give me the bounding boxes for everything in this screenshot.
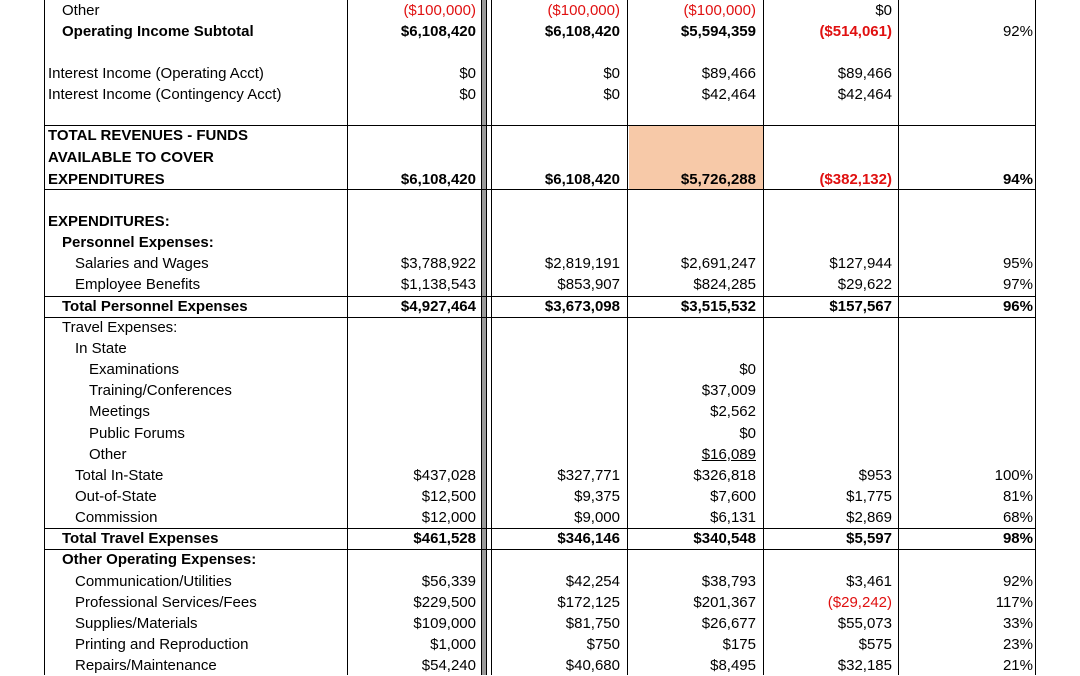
value-cell: $81,750 [565, 615, 620, 632]
row-label: Interest Income (Operating Acct) [48, 65, 264, 82]
value-cell: $6,108,420 [544, 23, 620, 40]
table-row [0, 592, 1080, 613]
section-heading: Other Operating Expenses: [62, 551, 257, 568]
row-label: Supplies/Materials [75, 615, 198, 632]
value-cell: $1,138,543 [400, 276, 476, 293]
value-cell: $16,089 [701, 446, 756, 463]
value-cell: $326,818 [693, 467, 756, 484]
percent-cell: 21% [1002, 657, 1033, 674]
table-row [0, 125, 1080, 146]
row-label: Training/Conferences [89, 382, 232, 399]
value-cell: ($100,000) [403, 2, 476, 19]
table-row [0, 401, 1080, 422]
table-row [0, 296, 1080, 317]
table-row [0, 528, 1080, 549]
value-cell: $40,680 [565, 657, 620, 674]
percent-cell: 97% [1002, 276, 1033, 293]
table-row [0, 359, 1080, 380]
percent-cell: 68% [1002, 509, 1033, 526]
value-cell: $4,927,464 [400, 298, 476, 315]
percent-cell: 81% [1002, 488, 1033, 505]
row-label: Professional Services/Fees [75, 594, 257, 611]
value-cell: $6,108,420 [544, 171, 620, 188]
table-row [0, 549, 1080, 570]
row-label: Operating Income Subtotal [62, 23, 254, 40]
value-cell: $824,285 [693, 276, 756, 293]
value-cell: $750 [586, 636, 620, 653]
value-cell: $89,466 [837, 65, 892, 82]
row-label: AVAILABLE TO COVER [48, 149, 214, 166]
value-cell: $8,495 [710, 657, 756, 674]
row-label: Other [62, 2, 100, 19]
value-cell: $0 [739, 425, 756, 442]
table-row [0, 317, 1080, 338]
table-row [0, 84, 1080, 105]
value-cell: $55,073 [837, 615, 892, 632]
percent-cell: 94% [1002, 171, 1033, 188]
value-cell: $1,775 [846, 488, 892, 505]
value-cell: $54,240 [421, 657, 476, 674]
value-cell: ($100,000) [683, 2, 756, 19]
row-label: Total Personnel Expenses [62, 298, 248, 315]
value-cell: $3,788,922 [400, 255, 476, 272]
value-cell: $6,108,420 [400, 23, 476, 40]
value-cell: $1,000 [430, 636, 476, 653]
value-cell: $127,944 [829, 255, 892, 272]
value-cell: $953 [858, 467, 892, 484]
value-cell: $229,500 [413, 594, 476, 611]
row-label: TOTAL REVENUES - FUNDS [48, 127, 249, 144]
value-cell: $6,131 [710, 509, 756, 526]
row-label: Other [89, 446, 127, 463]
table-row [0, 147, 1080, 168]
table-row [0, 486, 1080, 507]
value-cell: $9,375 [574, 488, 620, 505]
value-cell: $0 [603, 65, 620, 82]
row-label: Examinations [89, 361, 180, 378]
value-cell: ($382,132) [819, 171, 892, 188]
table-row [0, 444, 1080, 465]
percent-cell: 98% [1002, 530, 1033, 547]
section-heading: Travel Expenses: [62, 319, 178, 336]
value-cell: $42,464 [837, 86, 892, 103]
percent-cell: 92% [1002, 23, 1033, 40]
percent-cell: 96% [1002, 298, 1033, 315]
value-cell: $12,500 [421, 488, 476, 505]
value-cell: $157,567 [829, 298, 892, 315]
value-cell: $0 [603, 86, 620, 103]
value-cell: $2,691,247 [680, 255, 756, 272]
table-row [0, 571, 1080, 592]
percent-cell: 95% [1002, 255, 1033, 272]
percent-cell: 117% [995, 594, 1033, 611]
row-label: Out-of-State [75, 488, 157, 505]
value-cell: $38,793 [701, 573, 756, 590]
value-cell: $2,869 [846, 509, 892, 526]
table-row [0, 465, 1080, 486]
row-label: Printing and Reproduction [75, 636, 249, 653]
value-cell: $437,028 [413, 467, 476, 484]
value-cell: $0 [459, 86, 476, 103]
value-cell: $42,464 [701, 86, 756, 103]
row-label: Interest Income (Contingency Acct) [48, 86, 282, 103]
table-row [0, 380, 1080, 401]
row-label: EXPENDITURES [48, 171, 165, 188]
row-label: Employee Benefits [75, 276, 201, 293]
table-row [0, 169, 1080, 190]
value-cell: $5,726,288 [680, 171, 756, 188]
value-cell: $3,461 [846, 573, 892, 590]
value-cell: $6,108,420 [400, 171, 476, 188]
value-cell: $5,597 [846, 530, 892, 547]
value-cell: ($514,061) [819, 23, 892, 40]
table-row [0, 634, 1080, 655]
section-heading: Personnel Expenses: [62, 234, 214, 251]
value-cell: $575 [858, 636, 892, 653]
table-row [0, 507, 1080, 528]
value-cell: $109,000 [413, 615, 476, 632]
value-cell: $340,548 [693, 530, 756, 547]
value-cell: $201,367 [693, 594, 756, 611]
value-cell: $26,677 [701, 615, 756, 632]
value-cell: $56,339 [421, 573, 476, 590]
value-cell: $89,466 [701, 65, 756, 82]
row-label: Public Forums [89, 425, 185, 442]
value-cell: $172,125 [557, 594, 620, 611]
value-cell: ($29,242) [827, 594, 892, 611]
value-cell: $2,562 [710, 403, 756, 420]
value-cell: $29,622 [837, 276, 892, 293]
value-cell: $175 [722, 636, 756, 653]
table-row [0, 338, 1080, 359]
value-cell: $3,673,098 [544, 298, 620, 315]
value-cell: $0 [875, 2, 892, 19]
table-row [0, 211, 1080, 232]
value-cell: $0 [459, 65, 476, 82]
percent-cell: 23% [1002, 636, 1033, 653]
value-cell: $461,528 [413, 530, 476, 547]
percent-cell: 33% [1002, 615, 1033, 632]
row-label: Salaries and Wages [75, 255, 209, 272]
row-label: Total Travel Expenses [62, 530, 219, 547]
value-cell: $3,515,532 [680, 298, 756, 315]
value-cell: $327,771 [557, 467, 620, 484]
row-label: Communication/Utilities [75, 573, 232, 590]
table-row [0, 0, 1080, 21]
percent-cell: 100% [994, 467, 1033, 484]
row-label: Commission [75, 509, 158, 526]
value-cell: $853,907 [557, 276, 620, 293]
table-row [0, 274, 1080, 295]
percent-cell: 92% [1002, 573, 1033, 590]
value-cell: $32,185 [837, 657, 892, 674]
row-label: In State [75, 340, 127, 357]
value-cell: $42,254 [565, 573, 620, 590]
table-row [0, 21, 1080, 42]
value-cell: $12,000 [421, 509, 476, 526]
table-row [0, 655, 1080, 676]
row-label: Total In-State [75, 467, 164, 484]
value-cell: $9,000 [574, 509, 620, 526]
table-row [0, 63, 1080, 84]
table-row [0, 253, 1080, 274]
table-row [0, 613, 1080, 634]
table-row [0, 232, 1080, 253]
value-cell: ($100,000) [547, 2, 620, 19]
row-label: Meetings [89, 403, 150, 420]
value-cell: $7,600 [710, 488, 756, 505]
table-row [0, 423, 1080, 444]
value-cell: $346,146 [557, 530, 620, 547]
section-heading: EXPENDITURES: [48, 213, 170, 230]
row-label: Repairs/Maintenance [75, 657, 217, 674]
value-cell: $5,594,359 [680, 23, 756, 40]
value-cell: $37,009 [701, 382, 756, 399]
value-cell: $0 [739, 361, 756, 378]
value-cell: $2,819,191 [544, 255, 620, 272]
